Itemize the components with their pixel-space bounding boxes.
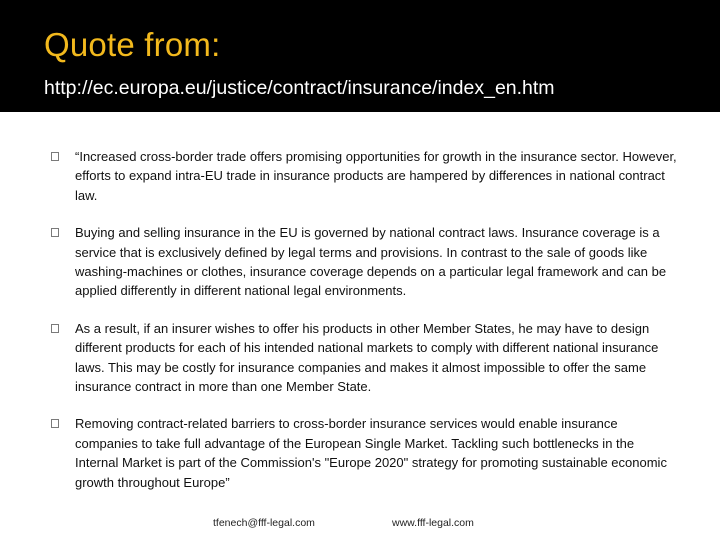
bullet-marker-icon (51, 228, 59, 237)
bullet-item (51, 223, 681, 301)
slide-title: Quote from: (44, 26, 221, 63)
footer-email: tfenech@fff-legal.com (213, 517, 315, 529)
bullet-marker-icon (51, 324, 59, 333)
bullet-text: “Increased cross-border trade offers promising opportunities for growth in the insurance sector. However, efforts to expand intra-EU trade in insurance products are hampered by differences in national contract law. (75, 149, 677, 203)
title-banner (0, 0, 720, 112)
source-url: http://ec.europa.eu/justice/contract/insurance/index_en.htm (44, 77, 555, 99)
bullet-marker-icon (51, 152, 59, 161)
bullet-text: Removing contract-related barriers to cross-border insurance services would enable insurance companies to take full advantage of the European Single Market. Tackling such bottlenecks in the Internal Market is part of the Commission's "Europe 2020" strategy for promoting sustainable economic growth throughout Europe” (75, 416, 667, 490)
bullet-text: Buying and selling insurance in the EU is governed by national contract laws. Insurance coverage is a service that is exclusively defined by legal terms and provisions. In contrast to the sale of goods like washing-machines or clothes, insurance coverage depends on a particular legal framework and can be applied differently in different national legal environments. (75, 225, 667, 299)
footer-website: www.fff-legal.com (392, 517, 474, 529)
bullet-text: As a result, if an insurer wishes to offer his products in other Member States, he may have to design different products for each of his intended national markets to comply with different national insurance laws. This may be costly for insurance companies and makes it almost impossible to offer the same insurance contract in more than one Member State. (75, 320, 659, 395)
bullet-marker-icon (51, 419, 59, 428)
bullet-item (51, 414, 681, 492)
bullet-item (51, 319, 681, 397)
bullet-item (51, 147, 681, 205)
quote-bullet-list (51, 147, 681, 492)
